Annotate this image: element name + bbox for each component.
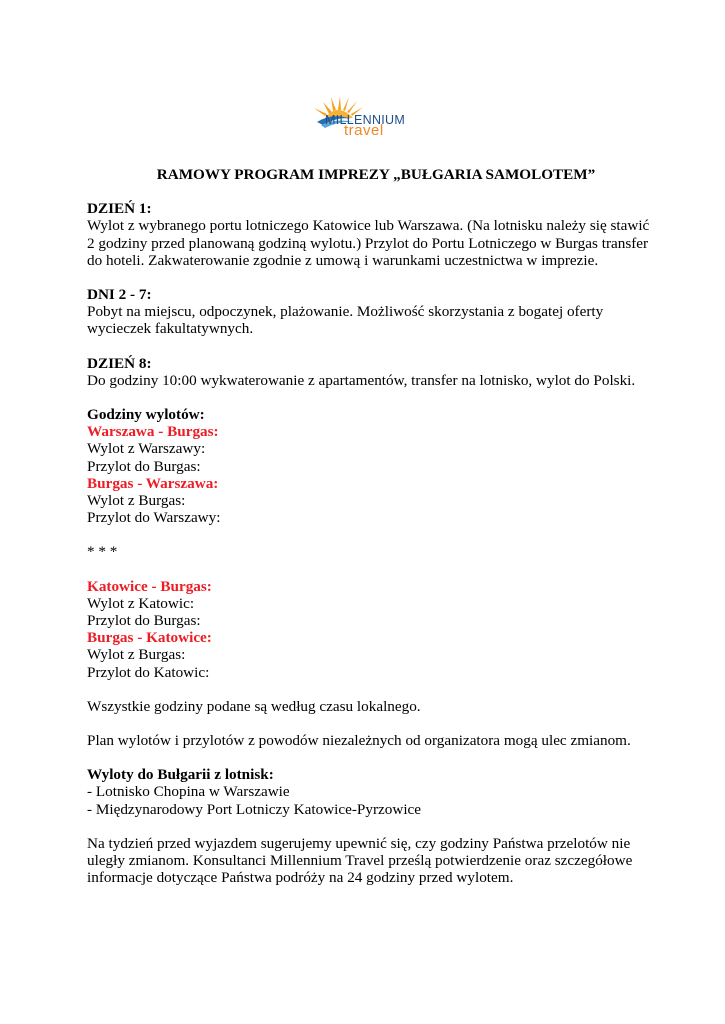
closing-line: uległy zmianom. Konsultanci Millennium Travel prześlą potwierdzenie oraz szczegółowe [87,852,633,870]
arrival-burgas: Przylot do Burgas: [87,612,201,630]
katowice-flights-section [87,578,647,681]
airports-heading: Wyloty do Bułgarii z lotnisk: [87,766,274,784]
separator-section [87,543,647,560]
days2-7-line: wycieczek fakultatywnych. [87,320,254,338]
day1-section [87,200,650,269]
logo-brand-text: MILLENNIUM [325,113,406,127]
page-title: RAMOWY PROGRAM IMPREZY „BUŁGARIA SAMOLOTEM” [156,166,596,183]
arrival-warszawa: Przylot do Warszawy: [87,509,221,527]
day8-heading: DZIEŃ 8: [87,354,152,372]
day1-heading: DZIEŃ 1: [87,200,152,218]
local-time-text: Wszystkie godziny podane są według czasu lokalnego. [87,697,421,715]
airport-item: - Lotnisko Chopina w Warszawie [87,783,290,801]
closing-line: informacje dotyczące Państwa podróży na 24 godziny przed wylotem. [87,869,514,887]
arrival-burgas: Przylot do Burgas: [87,457,201,475]
days2-7-section [87,286,647,338]
document-body [87,166,650,904]
logo-sub-text: travel [344,122,384,139]
separator: * * * [87,543,118,561]
plan-note-text: Plan wylotów i przylotów z powodów niezależnych od organizatora mogą ulec zmianom. [87,732,631,750]
closing-section [87,835,647,887]
departure-burgas: Wylot z Burgas: [87,646,186,664]
day8-line: Do godziny 10:00 wykwaterowanie z apartamentów, transfer na lotnisko, wylot do Polski. [87,371,636,389]
flights-section [87,406,647,526]
plan-note [87,732,647,749]
days2-7-heading: DNI 2 - 7: [87,286,152,304]
day1-line: 2 godziny przed planowaną godziną wylotu.) Przylot do Portu Lotniczego w Burgas transfer [87,234,649,252]
route-burgas-katowice: Burgas - Katowice: [87,629,212,647]
millennium-travel-logo [303,92,427,140]
departure-warszawa: Wylot z Warszawy: [87,440,206,458]
day1-line: Wylot z wybranego portu lotniczego Katowice lub Warszawa. (Na lotnisku należy się stawić [87,217,650,235]
arrival-katowice: Przylot do Katowic: [87,663,210,681]
days2-7-line: Pobyt na miejscu, odpoczynek, plażowanie. Możliwość skorzystania z bogatej oferty [87,303,604,321]
local-time-note [87,698,647,715]
day1-line: do hoteli. Zakwaterowanie zgodnie z umową i warunkami uczestnictwa w imprezie. [87,251,599,269]
closing-line: Na tydzień przed wyjazdem sugerujemy upewnić się, czy godziny Państwa przelotów nie [87,834,631,852]
route-burgas-warszawa: Burgas - Warszawa: [87,474,219,492]
flights-heading: Godziny wylotów: [87,406,205,424]
route-warszawa-burgas: Warszawa - Burgas: [87,423,219,441]
departure-katowice: Wylot z Katowic: [87,594,195,612]
airports-section [87,766,647,818]
route-katowice-burgas: Katowice - Burgas: [87,577,212,595]
departure-burgas: Wylot z Burgas: [87,492,186,510]
airport-item: - Międzynarodowy Port Lotniczy Katowice-Pyrzowice [87,800,422,818]
day8-section [87,355,647,389]
